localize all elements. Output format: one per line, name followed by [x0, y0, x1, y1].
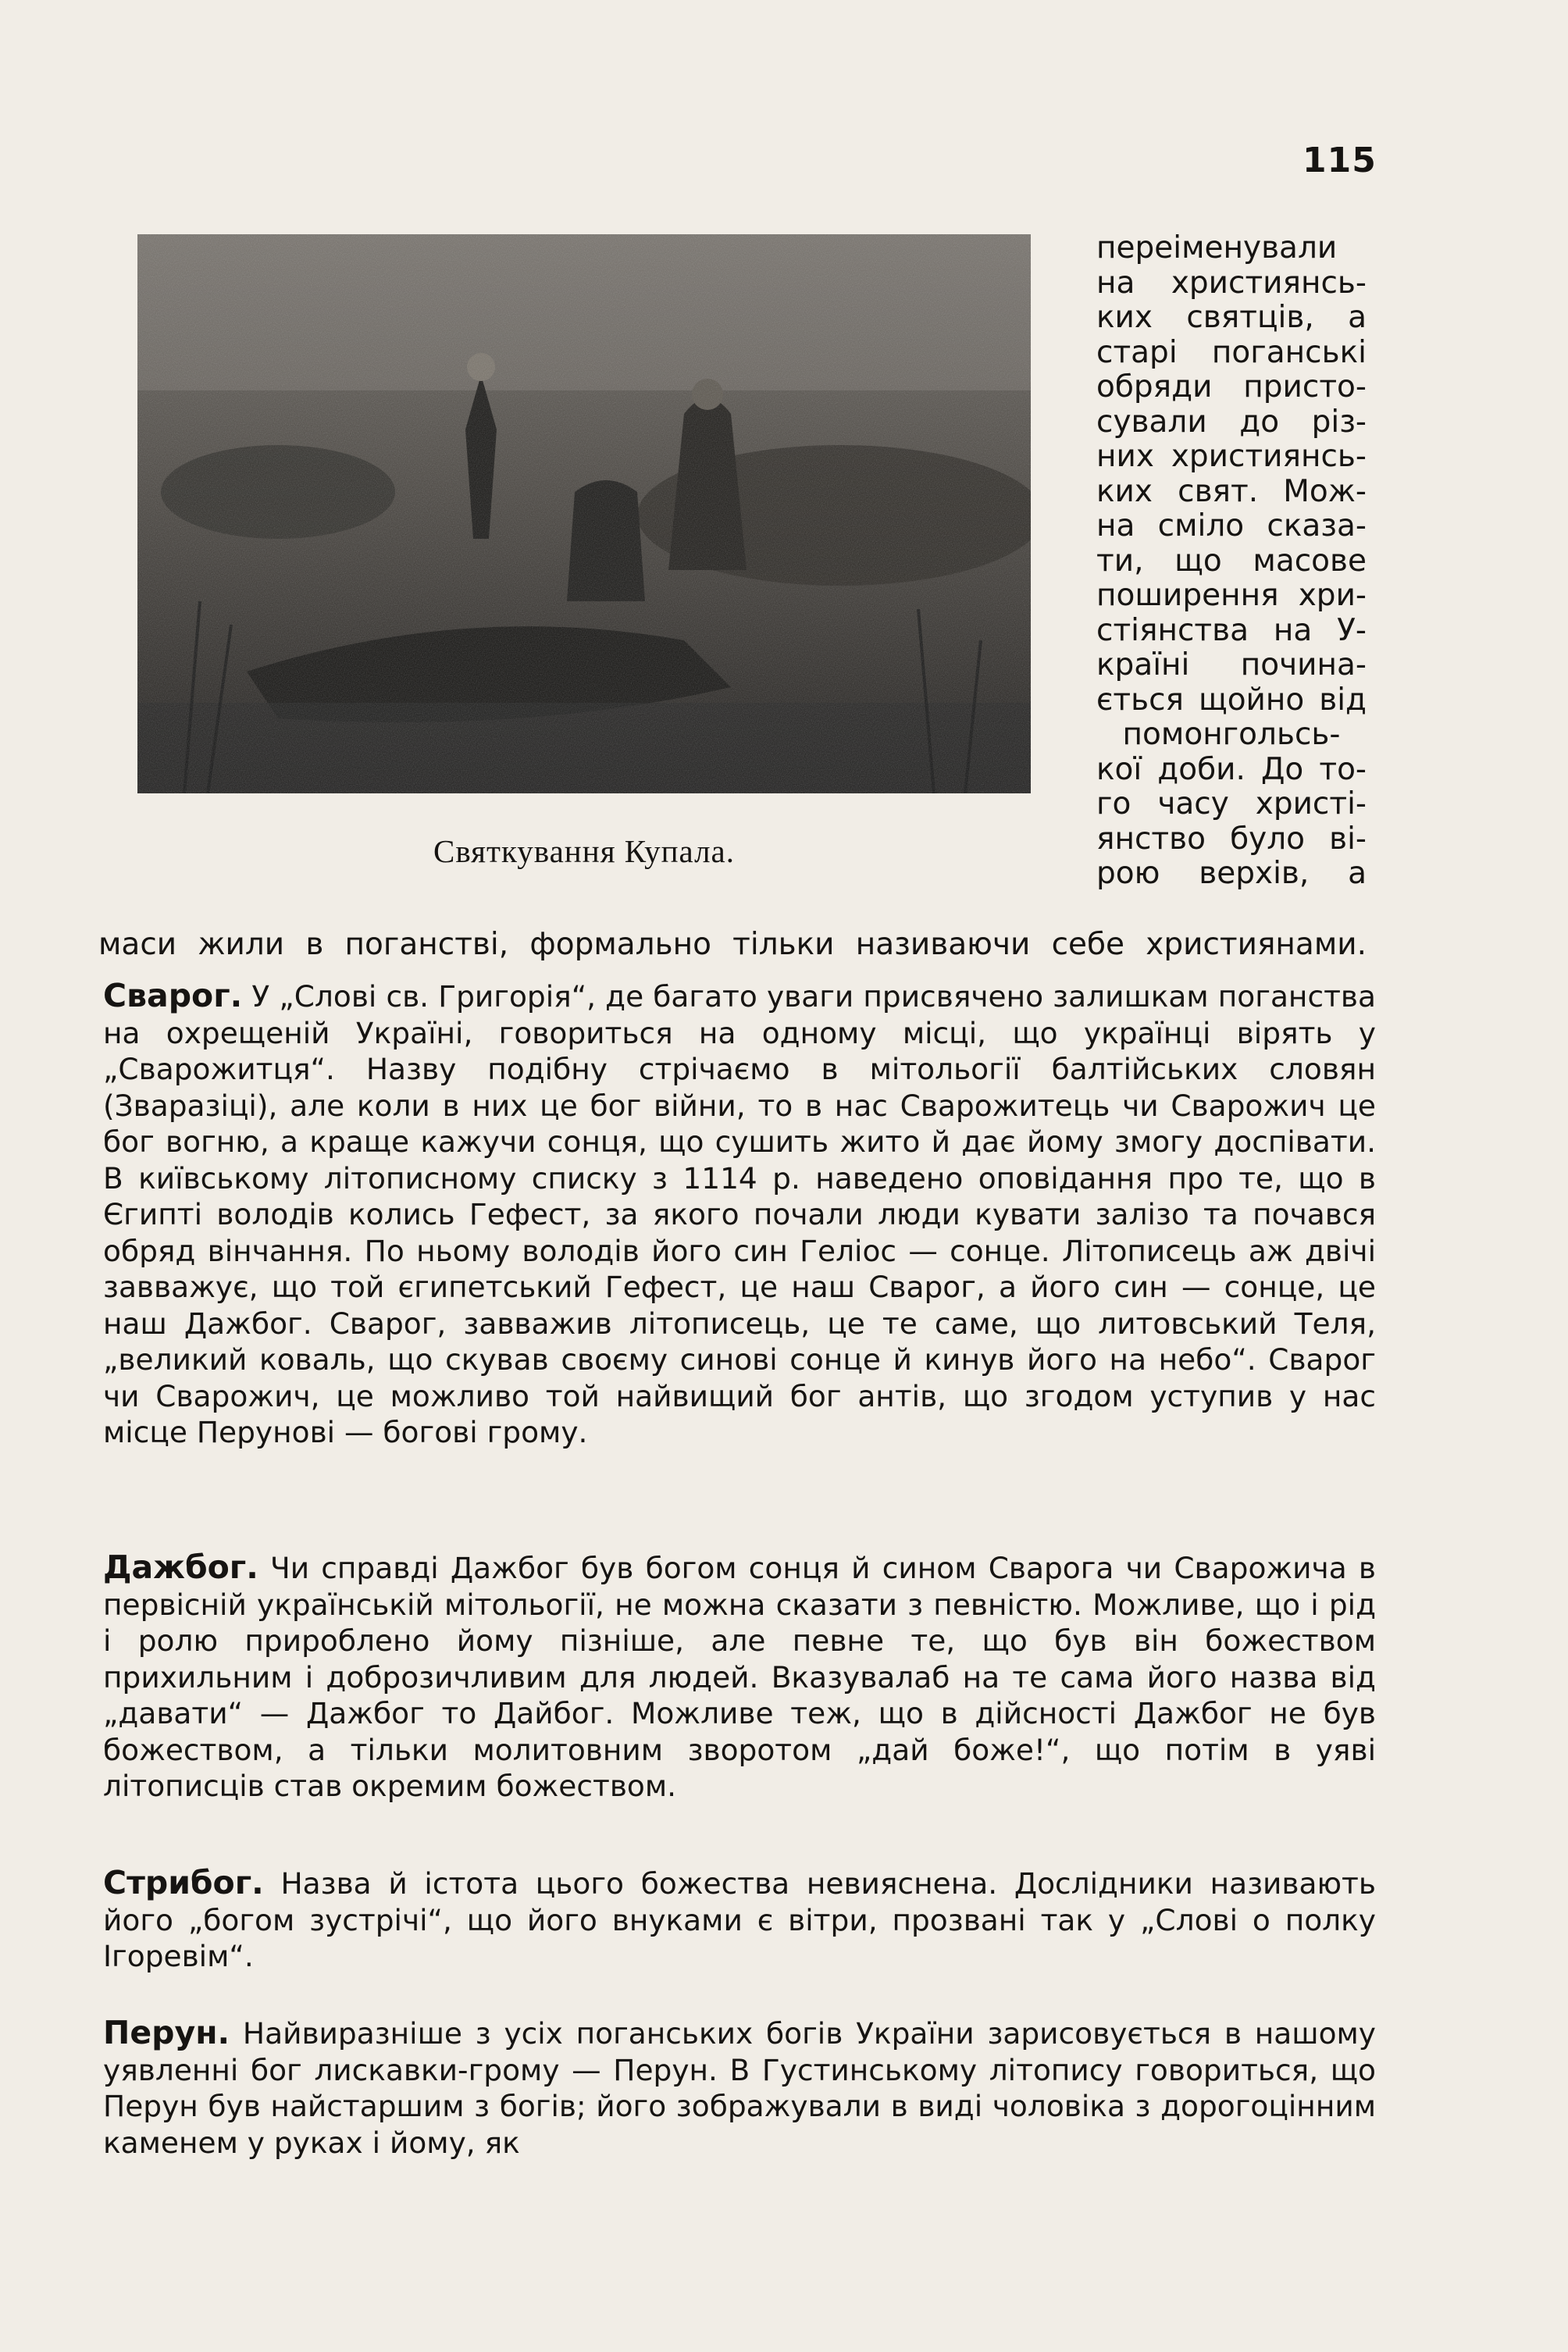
text-line: ти, що масове [1096, 543, 1367, 579]
section-text: Найвиразніше з усіх поганських богів України зарисовується в нашому уявленні бог лискавки-грому — Перун. В Густинському літопису говориться, що Перун був найстаршим з богів; його зображували в виді чоловіка з дорогоцінним каменем у руках і йому, як [103, 2016, 1376, 2160]
wrapped-text-column [1096, 231, 1367, 892]
section-stryboh [103, 1865, 1376, 1975]
text-line: на християнсь- [1096, 265, 1367, 301]
text-line: ких святців, а [1096, 300, 1367, 335]
text-line: стіянства на У- [1096, 612, 1367, 648]
text-line: ких свят. Мож- [1096, 473, 1367, 509]
section-svarog [103, 978, 1376, 1451]
section-text: У „Слові св. Григорія“, де багато уваги присвячено залишкам поганства на охрещеній Україні, говориться на одному місці, що українці вірять у „Сварожитця“. Назву подібну стрічаємо в мітольогії балтійських словян (Зваразіці), але коли в них це бог війни, то в нас Сварожитець чи Сварожич це бог вогню, а краще кажучи сонця, що сушить жито й дає йому змогу доспівати. В київському літописному списку з 1114 р. наведено оповідання про те, що в Єгипті володів колись Гефест, за якого почали люди кувати залізо та почався обряд вінчання. По ньому володів його син Геліос — сонце. Літописець аж двічі завважує, що той єгипетський Гефест, це наш Сварог, а його син — сонце, це наш Дажбог. Сварог, завважив літописець, це те саме, що литовський Теля, „великий коваль, що скував своєму синові сонце й кинув його на небо“. Сварог чи Сварожич, це можливо той найвищий бог антів, що згодом уступив у нас місце Перунові — богові грому. [103, 979, 1376, 1449]
section-heading: Сварог. [103, 977, 243, 1014]
section-perun [103, 2015, 1376, 2161]
text-line: переіменували [1096, 230, 1338, 265]
text-line: помонгольсь- [1122, 717, 1341, 752]
text-line: ється щойно від [1096, 682, 1367, 718]
text-line: сували до різ- [1096, 404, 1367, 440]
text-line: поширення хри- [1096, 578, 1367, 613]
figure-caption: Святкування Купала. [433, 833, 735, 869]
text-line: старі поганські [1096, 334, 1367, 370]
section-dazhbog [103, 1549, 1376, 1805]
text-line: рою верхів, а [1096, 856, 1367, 891]
text-line: на сміло сказа- [1096, 508, 1367, 543]
kupala-illustration [137, 234, 1031, 793]
page-number: 115 [1303, 141, 1377, 180]
section-text: Чи справді Дажбог був богом сонця й сином Сварога чи Сварожича в первісній українській мітольогії, не можна сказати з певністю. Можливе, що і рід і ролю прироблено йому пізніше, але певне те, що був він божеством прихильним і доброзичливим для людей. Вказувалаб на те сама його назва від „давати“ — Дажбог то Дайбог. Можливе теж, що в дійсності Дажбог не був божеством, а тільки молитовним зворотом „дай боже!“, що потім в уяві літописців став окремим божеством. [103, 1551, 1376, 1803]
illustration-image [137, 234, 1031, 793]
section-text: Назва й істота цього божества невияснена. Дослідники називають його „богом зустрічі“, що його внуками є вітри, прозвані так у „Слові о полку Ігоревім“. [103, 1866, 1377, 1973]
text-line: го часу христі- [1096, 786, 1367, 821]
text-line: країні почина- [1096, 647, 1367, 682]
section-heading: Дажбог. [103, 1548, 258, 1586]
text-line: янство було ві- [1096, 821, 1367, 857]
text-line: обряди присто- [1096, 369, 1367, 404]
section-heading: Стрибог. [103, 1864, 264, 1901]
text-line: кої доби. До то- [1096, 751, 1367, 787]
continuation-line: маси жили в поганстві, формально тільки називаючи себе християнами. [98, 927, 1367, 962]
section-heading: Перун. [103, 2014, 230, 2051]
text-line: них християнсь- [1096, 439, 1367, 474]
